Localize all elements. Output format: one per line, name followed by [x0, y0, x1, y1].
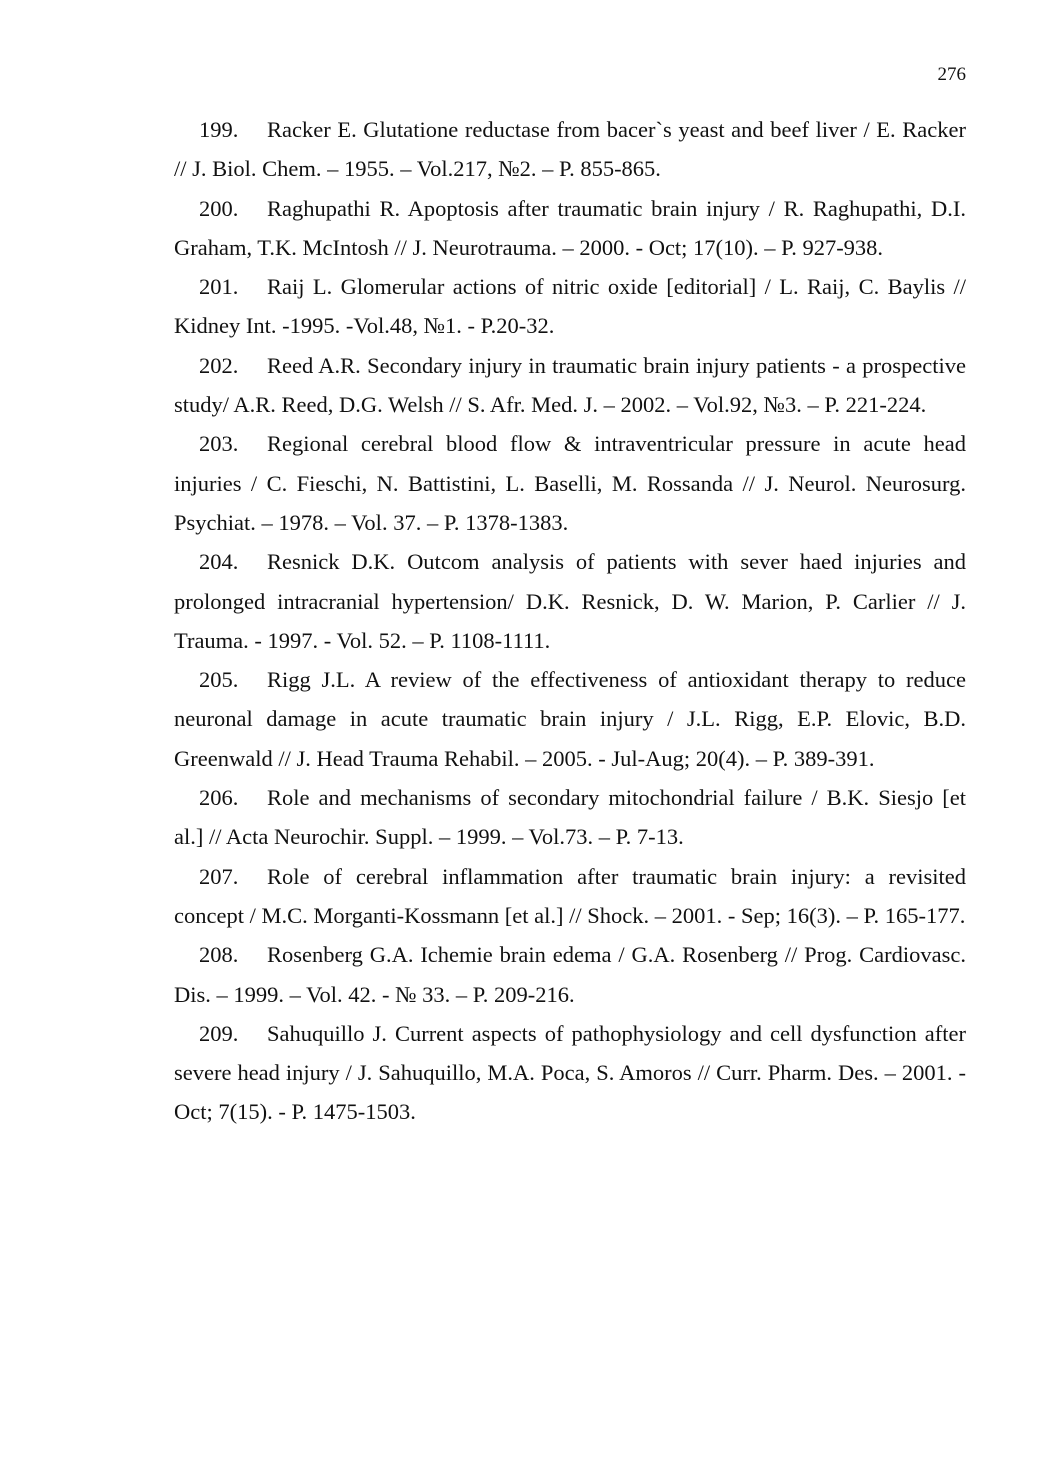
- reference-number: 202.: [199, 352, 239, 378]
- reference-item: [174, 189, 966, 268]
- reference-number: 199.: [199, 117, 239, 142]
- reference-item: [174, 424, 966, 542]
- reference-text: Raghupathi R. Apoptosis after traumatic brain injury / R. Raghupathi, D.I. Graham, T.K. McIntosh // J. Neurotrauma. – 2000. - Oct; 17(10). – P. 927-938.: [174, 195, 966, 260]
- reference-text: Sahuquillo J. Current aspects of pathophysiology and cell dysfunction after severe head injury / J. Sahuquillo, M.A. Poca, S. Amoros // Curr. Pharm. Des. – 2001. - Oct; 7(15). - P. 1475-1503.: [174, 1020, 966, 1125]
- reference-text: Resnick D.K. Outcom analysis of patients with sever haed injuries and prolonged intracranial hypertension/ D.K. Resnick, D. W. Marion, P. Carlier // J. Trauma. - 1997. - Vol. 52. – P. 1108-1111.: [174, 549, 966, 653]
- reference-number: 208.: [199, 942, 239, 968]
- reference-item: [174, 660, 966, 778]
- reference-item: [174, 346, 966, 425]
- page-number: 276: [937, 64, 966, 85]
- reference-text: Regional cerebral blood flow & intraventricular pressure in acute head injuries / C. Fieschi, N. Battistini, L. Baselli, M. Rossanda // J. Neurol. Neurosurg. Psychiat. – 1978. – Vol. 37. – P. 1378-1383.: [174, 431, 966, 535]
- reference-item: [174, 542, 966, 660]
- reference-text: Role and mechanisms of secondary mitochondrial failure / B.K. Siesjo [et al.] // Acta Neurochir. Suppl. – 1999. – Vol.73. – P. 7-13.: [174, 785, 966, 850]
- reference-text: Rigg J.L. A review of the effectiveness of antioxidant therapy to reduce neuronal damage in acute traumatic brain injury / J.L. Rigg, E.P. Elovic, B.D. Greenwald // J. Head Trauma Rehabil. – 2005. - Jul-Aug; 20(4). – P. 389-391.: [174, 667, 966, 771]
- reference-number: 200.: [199, 195, 239, 221]
- reference-number: 207.: [199, 863, 239, 889]
- reference-item: [174, 110, 966, 189]
- reference-text: Rosenberg G.A. Ichemie brain edema / G.A. Rosenberg // Prog. Cardiovasc. Dis. – 1999. – Vol. 42. - № 33. – P. 209-216.: [174, 942, 966, 1007]
- reference-item: [174, 267, 966, 346]
- reference-number: 205.: [199, 667, 239, 693]
- reference-item: [174, 857, 966, 936]
- reference-item: [174, 1014, 966, 1132]
- reference-text: Role of cerebral inflammation after traumatic brain injury: a revisited concept / M.C. Morganti-Kossmann [et al.] // Shock. – 2001. - Sep; 16(3). – P. 165-177.: [174, 863, 966, 928]
- reference-text: Reed A.R. Secondary injury in traumatic brain injury patients - a prospective study/ A.R. Reed, D.G. Welsh // S. Afr. Med. J. – 2002. – Vol.92, №3. – P. 221-224.: [174, 352, 966, 418]
- reference-number: 204.: [199, 549, 239, 575]
- reference-number: 206.: [199, 785, 239, 811]
- reference-number: 209.: [199, 1020, 239, 1046]
- reference-text: Raij L. Glomerular actions of nitric oxide [editorial] / L. Raij, C. Baylis // Kidney Int. -1995. -Vol.48, №1. - P.20-32.: [174, 274, 966, 339]
- reference-list: [174, 110, 966, 1132]
- reference-text: Racker E. Glutatione reductase from bacer`s yeast and beef liver / E. Racker // J. Biol. Chem. – 1955. – Vol.217, №2. – P. 855-865.: [174, 117, 966, 182]
- reference-number: 203.: [199, 431, 239, 457]
- reference-item: [174, 778, 966, 857]
- reference-number: 201.: [199, 274, 239, 300]
- reference-item: [174, 935, 966, 1014]
